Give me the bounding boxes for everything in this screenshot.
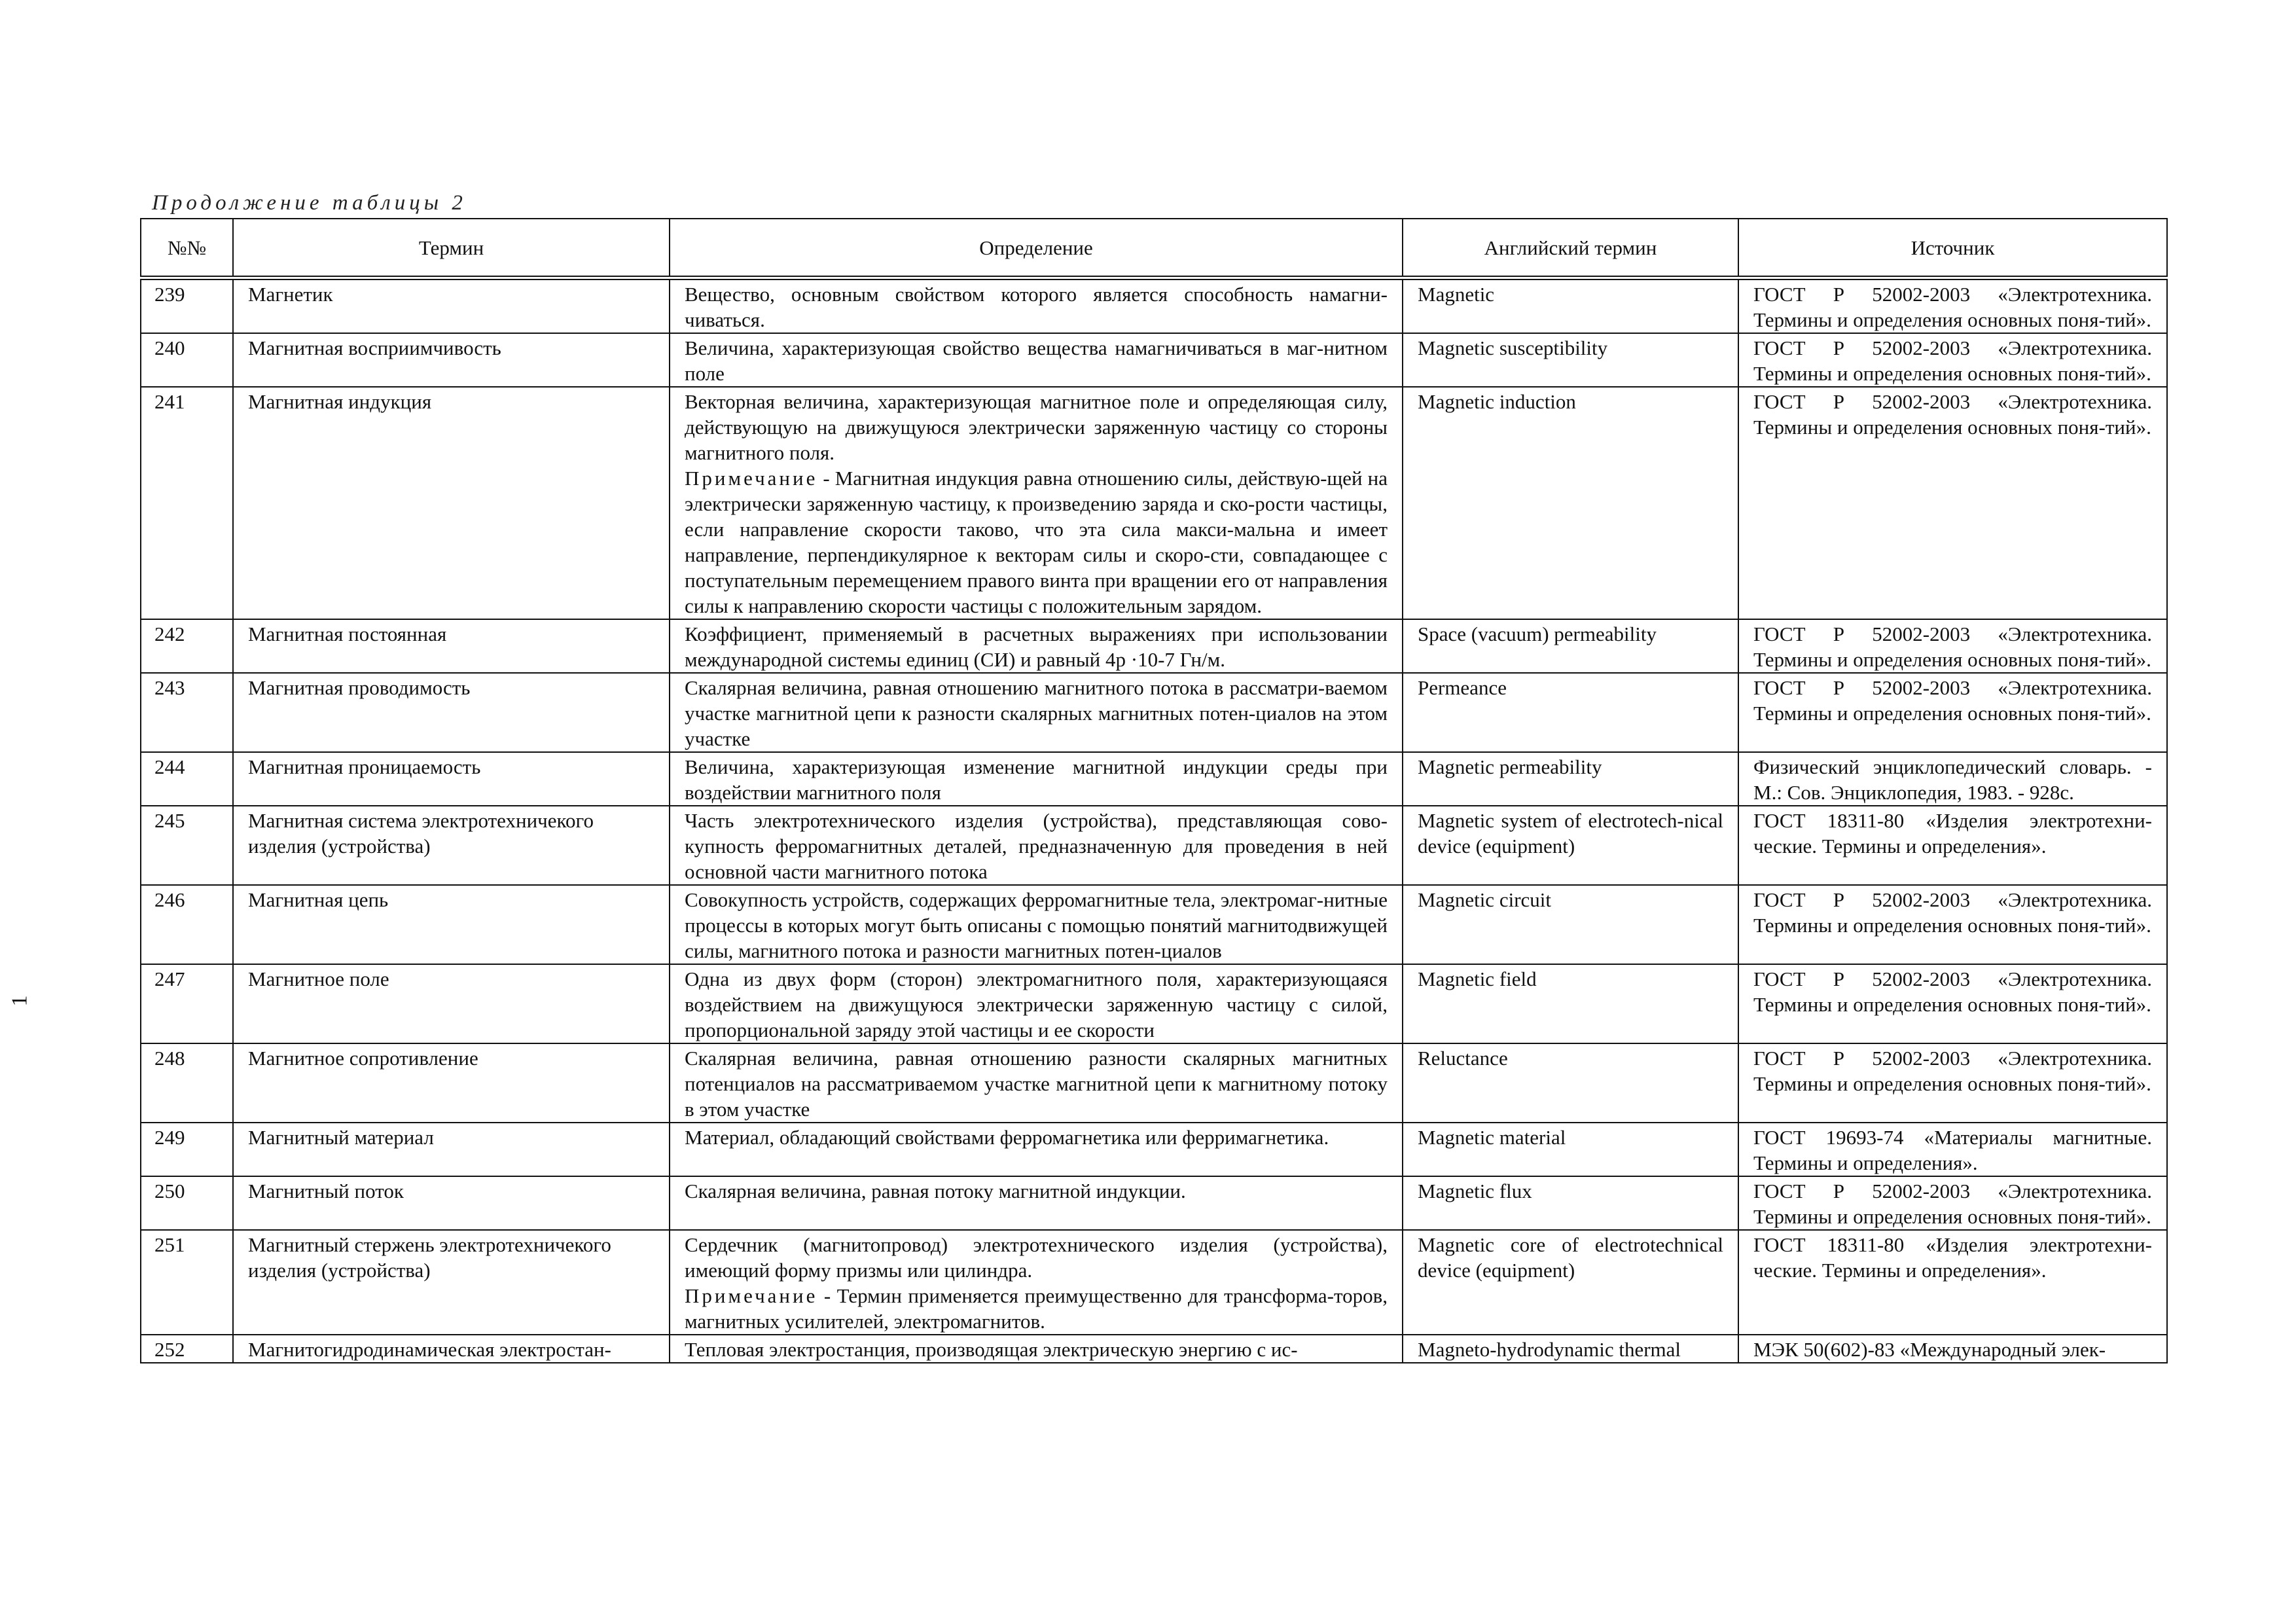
definition-text: Сердечник (магнитопровод) электротехнического изделия (устройства), имеющий форму призмы или цилиндра. xyxy=(685,1233,1388,1282)
source-cell: МЭК 50(602)-83 «Международный элек- xyxy=(1738,1335,2167,1363)
source-cell: ГОСТ Р 52002-2003 «Электротехника. Термины и определения основных поня-тий». xyxy=(1738,673,2167,752)
source-cell: ГОСТ Р 52002-2003 «Электротехника. Термины и определения основных поня-тий». xyxy=(1738,1043,2167,1123)
source-cell: Физический энциклопедический словарь. - М.: Сов. Энциклопедия, 1983. - 928с. xyxy=(1738,752,2167,806)
table-header-row xyxy=(141,219,2167,278)
table-row xyxy=(141,806,2167,885)
source-cell: ГОСТ 18311-80 «Изделия электротехни-ческие. Термины и определения». xyxy=(1738,806,2167,885)
table-row xyxy=(141,278,2167,334)
table-row xyxy=(141,964,2167,1043)
table-caption: Продолжение таблицы 2 xyxy=(152,191,467,215)
definition-text: Величина, характеризующая свойство вещества намагничиваться в маг-нитном поле xyxy=(685,336,1388,385)
table-row xyxy=(141,1176,2167,1230)
english-term-cell: Magnetic xyxy=(1403,278,1738,334)
terms-table xyxy=(140,218,2168,1363)
term-cell: Магнитогидродинамическая электростан- xyxy=(233,1335,670,1363)
definition-cell xyxy=(670,333,1403,387)
definition-cell xyxy=(670,1123,1403,1176)
row-number: 246 xyxy=(141,885,233,964)
term-cell: Магнитная система электротехничекого изделия (устройства) xyxy=(233,806,670,885)
source-cell: ГОСТ Р 52002-2003 «Электротехника. Термины и определения основных поня-тий». xyxy=(1738,885,2167,964)
english-term-cell: Magnetic material xyxy=(1403,1123,1738,1176)
note-label: Примечание xyxy=(685,467,818,490)
definition-cell xyxy=(670,752,1403,806)
header-definition: Определение xyxy=(670,219,1403,278)
english-term-cell: Magnetic field xyxy=(1403,964,1738,1043)
row-number: 242 xyxy=(141,619,233,673)
term-cell: Магнетик xyxy=(233,278,670,334)
table-body xyxy=(141,278,2167,1363)
table-row xyxy=(141,1043,2167,1123)
note-text: - Магнитная индукция равна отношению силы, действую-щей на электрически заряженную частицу, к произведению заряда и ско-рости частицы, если направление скорости таково, что эта сила макси-мальна и имеет направление, перпендикулярное к векторам силы и скоро-сти, совпадающее с поступательным перемещением правого винта при вращении его от направления силы к направлению скорости частицы с положительным зарядом. xyxy=(685,467,1388,617)
note-text: - Термин применяется преимущественно для трансформа-торов, магнитных усилителей, электромагнитов. xyxy=(685,1284,1388,1333)
definition-text: Коэффициент, применяемый в расчетных выражениях при использовании международной системы единиц (СИ) и равный 4р ·10-7 Гн/м. xyxy=(685,623,1388,671)
row-number: 244 xyxy=(141,752,233,806)
term-cell: Магнитное поле xyxy=(233,964,670,1043)
definition-text: Тепловая электростанция, производящая электрическую энергию с ис- xyxy=(685,1338,1298,1361)
row-number: 239 xyxy=(141,278,233,334)
table-row xyxy=(141,673,2167,752)
header-num: №№ xyxy=(141,219,233,278)
row-number: 241 xyxy=(141,387,233,619)
definition-cell xyxy=(670,387,1403,619)
definition-text: Одна из двух форм (сторон) электромагнитного поля, характеризующаяся воздействием на движущуюся электрически заряженную частицу с силой, пропорциональной заряду этой частицы и ее скорости xyxy=(685,967,1388,1041)
table-row xyxy=(141,1230,2167,1335)
row-number: 248 xyxy=(141,1043,233,1123)
header-term: Термин xyxy=(233,219,670,278)
definition-cell xyxy=(670,806,1403,885)
row-number: 245 xyxy=(141,806,233,885)
side-page-number: 1 xyxy=(7,995,32,1007)
definition-text: Совокупность устройств, содержащих ферромагнитные тела, электромаг-нитные процессы в которых могут быть описаны с помощью понятий магнитодвижущей силы, магнитного потока и разности магнитных потен-циалов xyxy=(685,888,1388,962)
definition-text: Величина, характеризующая изменение магнитной индукции среды при воздействии магнитного поля xyxy=(685,755,1388,804)
term-cell: Магнитный стержень электротехничекого изделия (устройства) xyxy=(233,1230,670,1335)
source-cell: ГОСТ Р 52002-2003 «Электротехника. Термины и определения основных поня-тий». xyxy=(1738,964,2167,1043)
row-number: 252 xyxy=(141,1335,233,1363)
term-cell: Магнитная проводимость xyxy=(233,673,670,752)
row-number: 251 xyxy=(141,1230,233,1335)
source-cell: ГОСТ Р 52002-2003 «Электротехника. Термины и определения основных поня-тий». xyxy=(1738,278,2167,334)
definition-cell xyxy=(670,885,1403,964)
definition-cell xyxy=(670,1043,1403,1123)
table-row xyxy=(141,619,2167,673)
english-term-cell: Space (vacuum) permeability xyxy=(1403,619,1738,673)
english-term-cell: Magnetic flux xyxy=(1403,1176,1738,1230)
definition-text: Скалярная величина, равная отношению магнитного потока в рассматри-ваемом участке магнитной цепи к разности скалярных магнитных потен-циалов на этом участке xyxy=(685,676,1388,750)
definition-cell xyxy=(670,619,1403,673)
row-number: 249 xyxy=(141,1123,233,1176)
english-term-cell: Magnetic core of electrotechnical device (equipment) xyxy=(1403,1230,1738,1335)
definition-cell xyxy=(670,278,1403,334)
english-term-cell: Reluctance xyxy=(1403,1043,1738,1123)
english-term-cell: Magnetic circuit xyxy=(1403,885,1738,964)
definition-text: Скалярная величина, равная отношению разности скалярных магнитных потенциалов на рассматриваемом участке магнитной цепи к магнитному потоку в этом участке xyxy=(685,1047,1388,1121)
source-cell: ГОСТ Р 52002-2003 «Электротехника. Термины и определения основных поня-тий». xyxy=(1738,387,2167,619)
definition-cell xyxy=(670,964,1403,1043)
definition-text: Часть электротехнического изделия (устройства), представляющая сово-купность ферромагнитных деталей, предназначенную для проведения в ней основной части магнитного потока xyxy=(685,809,1388,883)
term-cell: Магнитная индукция xyxy=(233,387,670,619)
definition-cell xyxy=(670,1335,1403,1363)
table-row xyxy=(141,1335,2167,1363)
english-term-cell: Magnetic permeability xyxy=(1403,752,1738,806)
term-cell: Магнитный материал xyxy=(233,1123,670,1176)
term-cell: Магнитное сопротивление xyxy=(233,1043,670,1123)
english-term-cell: Magnetic system of electrotech-nical device (equipment) xyxy=(1403,806,1738,885)
term-cell: Магнитный поток xyxy=(233,1176,670,1230)
term-cell: Магнитная цепь xyxy=(233,885,670,964)
note-label: Примечание xyxy=(685,1284,818,1307)
row-number: 250 xyxy=(141,1176,233,1230)
table-row xyxy=(141,333,2167,387)
definition-cell xyxy=(670,1230,1403,1335)
table-row xyxy=(141,387,2167,619)
term-cell: Магнитная проницаемость xyxy=(233,752,670,806)
source-cell: ГОСТ Р 52002-2003 «Электротехника. Термины и определения основных поня-тий». xyxy=(1738,1176,2167,1230)
term-cell: Магнитная восприимчивость xyxy=(233,333,670,387)
header-english: Английский термин xyxy=(1403,219,1738,278)
row-number: 240 xyxy=(141,333,233,387)
definition-text: Скалярная величина, равная потоку магнитной индукции. xyxy=(685,1180,1186,1202)
definition-cell xyxy=(670,673,1403,752)
row-number: 247 xyxy=(141,964,233,1043)
definition-text: Вещество, основным свойством которого является способность намагни-чиваться. xyxy=(685,283,1388,331)
english-term-cell: Magnetic susceptibility xyxy=(1403,333,1738,387)
source-cell: ГОСТ Р 52002-2003 «Электротехника. Термины и определения основных поня-тий». xyxy=(1738,333,2167,387)
row-number: 243 xyxy=(141,673,233,752)
source-cell: ГОСТ 19693-74 «Материалы магнитные. Термины и определения». xyxy=(1738,1123,2167,1176)
source-cell: ГОСТ Р 52002-2003 «Электротехника. Термины и определения основных поня-тий». xyxy=(1738,619,2167,673)
term-cell: Магнитная постоянная xyxy=(233,619,670,673)
header-source: Источник xyxy=(1738,219,2167,278)
definition-text: Векторная величина, характеризующая магнитное поле и определяющая силу, действующую на движущуюся электрически заряженную частицу со стороны магнитного поля. xyxy=(685,390,1388,464)
english-term-cell: Magnetic induction xyxy=(1403,387,1738,619)
english-term-cell: Magneto-hydrodynamic thermal xyxy=(1403,1335,1738,1363)
definition-cell xyxy=(670,1176,1403,1230)
source-cell: ГОСТ 18311-80 «Изделия электротехни-ческие. Термины и определения». xyxy=(1738,1230,2167,1335)
table-row xyxy=(141,752,2167,806)
definition-text: Материал, обладающий свойствами ферромагнетика или ферримагнетика. xyxy=(685,1126,1329,1149)
table-row xyxy=(141,885,2167,964)
english-term-cell: Permeance xyxy=(1403,673,1738,752)
table-row xyxy=(141,1123,2167,1176)
